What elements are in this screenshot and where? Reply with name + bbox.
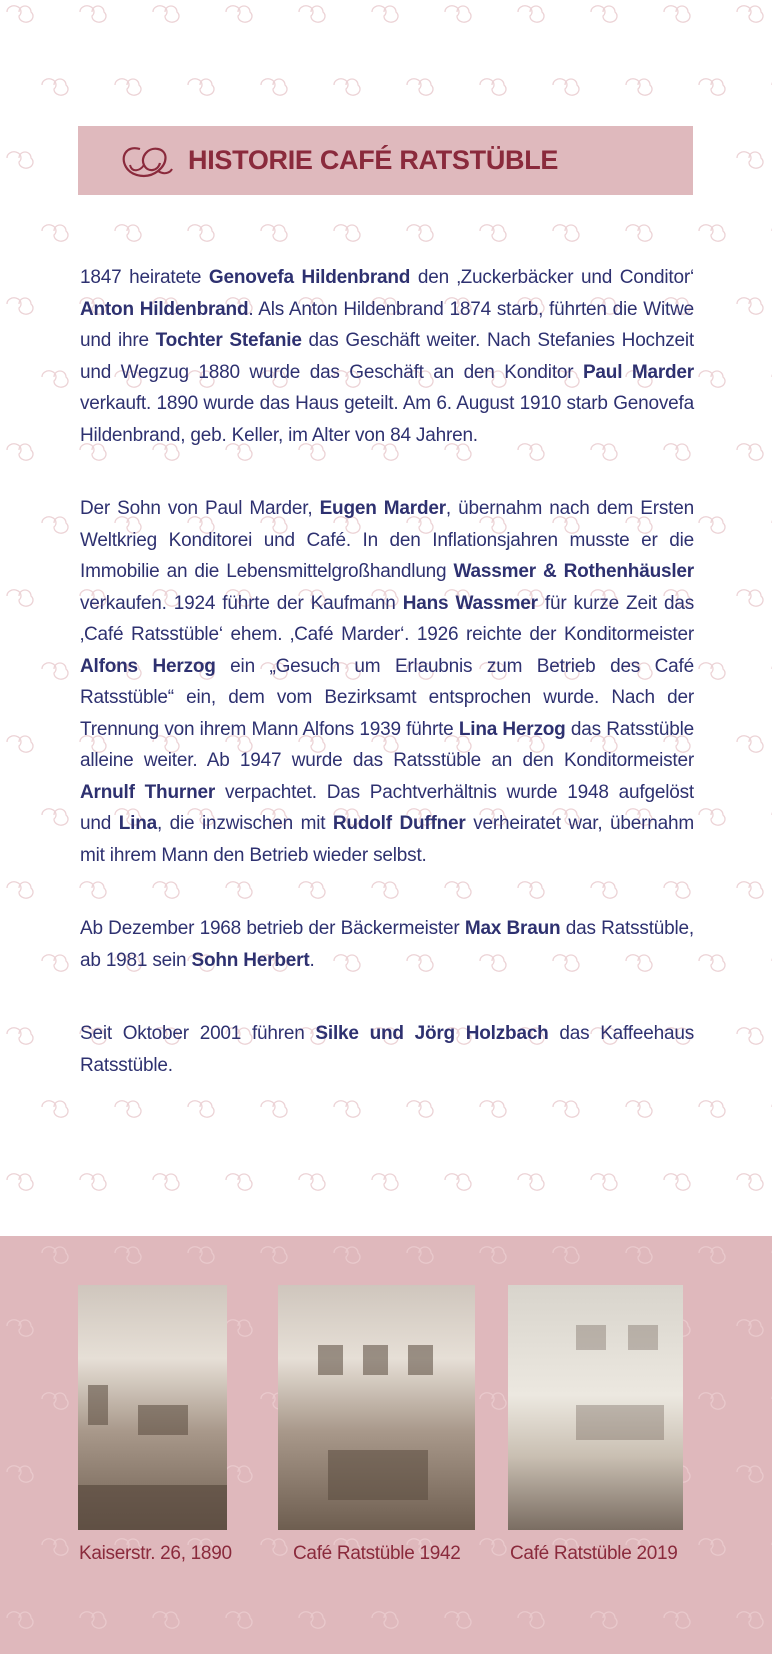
pretzel-pattern-icon (553, 225, 579, 241)
pretzel-pattern-icon (334, 225, 360, 241)
pretzel-pattern-icon (7, 6, 33, 22)
pretzel-pattern-icon (480, 225, 506, 241)
pretzel-pattern-icon (407, 225, 433, 241)
pretzel-pattern-icon (80, 1174, 106, 1190)
highlighted-name: Genovefa Hildenbrand (208, 267, 411, 288)
pretzel-pattern-icon (664, 1174, 690, 1190)
pretzel-pattern-icon (42, 809, 68, 825)
pretzel-pattern-icon (699, 517, 725, 533)
history-text (80, 262, 694, 1123)
pretzel-pattern-icon (153, 6, 179, 22)
pretzel-pattern-icon (737, 882, 763, 898)
text-segment: für kurze Zeit das ‚Café Ratsstüble‘ ehem. ‚Café Marder‘. 1926 reichte der Konditormeister (80, 592, 695, 645)
paragraph (80, 262, 694, 451)
pretzel-pattern-icon (42, 371, 68, 387)
highlighted-name: Anton Hildenbrand (80, 298, 249, 320)
pretzel-pattern-icon (737, 6, 763, 22)
paragraph (80, 913, 694, 976)
pretzel-pattern-icon (42, 79, 68, 95)
pretzel-pattern-icon (445, 6, 471, 22)
pretzel-pattern-icon (299, 6, 325, 22)
text-segment: das Ratsstüble, ab 1981 sein (80, 918, 694, 971)
text-segment: das Ratsstüble alleine weiter. Ab 1947 wurde das Ratsstüble an den Konditormeister (80, 718, 694, 771)
pretzel-pattern-icon (42, 955, 68, 971)
pretzel-pattern-icon (42, 517, 68, 533)
pretzel-pattern-icon (626, 79, 652, 95)
pretzel-pattern-icon (737, 1174, 763, 1190)
text-segment: ein „Gesuch um Erlaubnis zum Betrieb des Café Ratsstüble“ ein, dem vom Bezirksamt entsprochen wurde. Nach der Trennung von ihrem Mann Alfons 1939 führte (80, 655, 694, 740)
pretzel-pattern-icon (737, 736, 763, 752)
pretzel-pattern-icon (7, 1028, 33, 1044)
text-segment: , übernahm nach dem Ersten Weltkrieg Konditorei und Café. In den Inflationsjahren musste er die Immobilie an die Lebensmittelgroßhandlung (80, 498, 694, 582)
text-segment: verkaufen. 1924 führte der Kaufmann (80, 592, 403, 614)
text-segment: Der Sohn von Paul Marder, (80, 498, 320, 519)
pretzel-pattern-icon (7, 152, 33, 168)
paragraph (80, 1018, 694, 1081)
pretzel-pattern-icon (7, 736, 33, 752)
text-segment: , die inzwischen mit (156, 813, 333, 834)
pretzel-pattern-icon (372, 6, 398, 22)
highlighted-name: Sohn Herbert (191, 949, 310, 971)
photo-caption: Café Ratstüble 1942 (293, 1543, 461, 1564)
text-segment: verkauft. 1890 wurde das Haus geteilt. Am 6. August 1910 starb Genovefa Hildenbrand, geb. Keller, im Alter von 84 Jahren. (80, 393, 694, 446)
pretzel-pattern-icon (261, 79, 287, 95)
pretzel-pattern-icon (699, 809, 725, 825)
highlighted-name: Max Braun (464, 918, 561, 939)
pretzel-pattern-icon (737, 444, 763, 460)
highlighted-name: Silke und Jörg Holzbach (315, 1023, 549, 1044)
text-segment: . Als Anton Hildenbrand 1874 starb, führten die Witwe und ihre (80, 298, 694, 351)
pretzel-pattern-icon (7, 444, 33, 460)
highlighted-name: Hans Wassmer (402, 592, 538, 614)
pretzel-icon (118, 141, 174, 181)
highlighted-name: Arnulf Thurner (80, 781, 216, 803)
pretzel-pattern-icon (699, 371, 725, 387)
pretzel-pattern-icon (480, 79, 506, 95)
pretzel-pattern-icon (80, 6, 106, 22)
pretzel-pattern-icon (664, 6, 690, 22)
pretzel-pattern-icon (699, 1101, 725, 1117)
pretzel-pattern-icon (372, 1174, 398, 1190)
pretzel-pattern-icon (7, 298, 33, 314)
pretzel-pattern-icon (42, 225, 68, 241)
pretzel-pattern-icon (115, 225, 141, 241)
pretzel-pattern-icon (445, 1174, 471, 1190)
pretzel-pattern-icon (407, 79, 433, 95)
paragraph (80, 493, 694, 871)
highlighted-name: Wassmer & Rothenhäusler (453, 561, 694, 582)
pretzel-pattern-icon (226, 1174, 252, 1190)
pretzel-pattern-icon (699, 79, 725, 95)
title-banner (78, 126, 693, 195)
pretzel-pattern-icon (334, 79, 360, 95)
text-segment: verheiratet war, übernahm mit ihrem Mann den Betrieb wieder selbst. (80, 813, 694, 866)
pretzel-pattern-icon (226, 6, 252, 22)
pretzel-pattern-icon (591, 6, 617, 22)
highlighted-name: Lina (118, 813, 157, 834)
pretzel-pattern-icon (737, 590, 763, 606)
pretzel-pattern-icon (188, 79, 214, 95)
text-segment: das Geschäft weiter. Nach Stefanies Hochzeit und Wegzug 1880 wurde das Geschäft an den Konditor (80, 330, 694, 383)
pretzel-pattern-icon (7, 590, 33, 606)
pretzel-pattern-icon (699, 955, 725, 971)
pretzel-pattern-icon (188, 225, 214, 241)
highlighted-name: Tochter Stefanie (155, 330, 302, 351)
photo-cafe-1942 (278, 1285, 475, 1530)
pretzel-pattern-icon (591, 1174, 617, 1190)
text-segment: . (309, 949, 315, 971)
page-title: HISTORIE CAFÉ RATSTÜBLE (188, 145, 559, 175)
pretzel-pattern-icon (42, 1101, 68, 1117)
highlighted-name: Paul Marder (582, 361, 694, 383)
highlighted-name: Rudolf Duffner (332, 813, 466, 834)
pretzel-pattern-icon (518, 6, 544, 22)
pretzel-pattern-icon (737, 152, 763, 168)
pretzel-pattern-icon (153, 1174, 179, 1190)
pretzel-pattern-icon (626, 225, 652, 241)
pretzel-pattern-icon (737, 1028, 763, 1044)
pretzel-pattern-icon (737, 298, 763, 314)
photo-cafe-2019 (508, 1285, 683, 1530)
text-segment: 1847 heiratete (80, 267, 209, 288)
pretzel-pattern-icon (7, 1174, 33, 1190)
pretzel-pattern-icon (699, 663, 725, 679)
pretzel-pattern-icon (699, 225, 725, 241)
pretzel-pattern-icon (518, 1174, 544, 1190)
text-segment: Seit Oktober 2001 führen (80, 1023, 316, 1044)
highlighted-name: Eugen Marder (319, 498, 446, 519)
highlighted-name: Lina Herzog (458, 718, 566, 740)
text-segment: Ab Dezember 1968 betrieb der Bäckermeister (80, 918, 465, 939)
pretzel-pattern-icon (299, 1174, 325, 1190)
photo-caption: Café Ratstüble 2019 (510, 1543, 678, 1564)
text-segment: das Kaffeehaus Ratsstüble. (80, 1023, 694, 1076)
text-segment: den ‚Zuckerbäcker und Conditor‘ (410, 267, 694, 288)
pretzel-pattern-icon (261, 225, 287, 241)
photo-caption: Kaiserstr. 26, 1890 (79, 1543, 232, 1564)
pretzel-pattern-icon (115, 79, 141, 95)
pretzel-pattern-icon (42, 663, 68, 679)
highlighted-name: Alfons Herzog (80, 655, 216, 677)
pretzel-pattern-icon (7, 882, 33, 898)
pretzel-pattern-icon (553, 79, 579, 95)
photo-kaiserstr-1890 (78, 1285, 227, 1530)
text-segment: verpachtet. Das Pachtverhältnis wurde 1948 aufgelöst und (80, 781, 694, 834)
